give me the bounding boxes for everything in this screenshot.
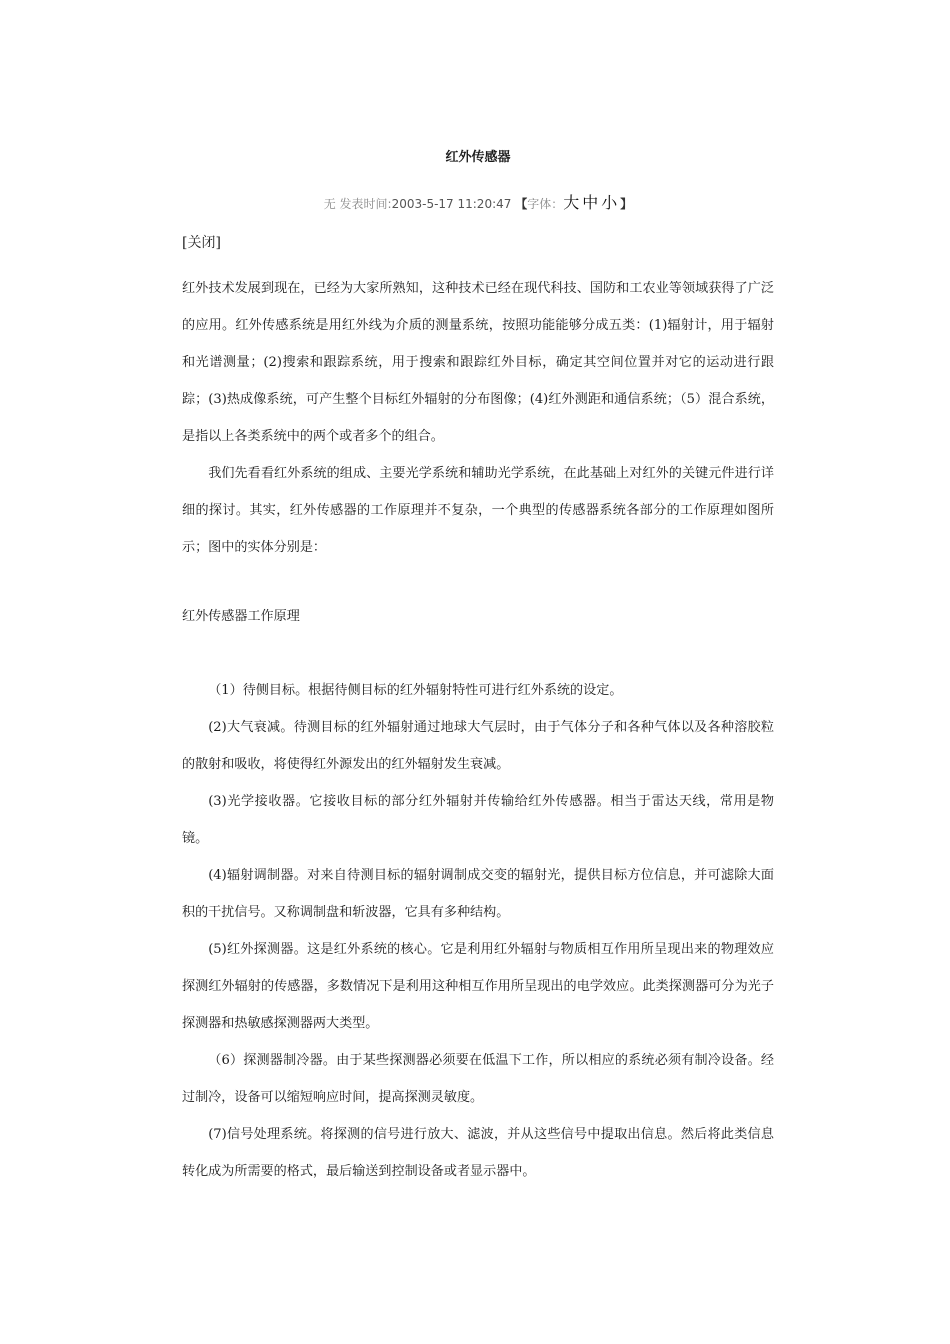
list-item: (5)红外探测器。这是红外系统的核心。它是利用红外辐射与物质相互作用所呈现出来的物理效应探测红外辐射的传感器，多数情况下是利用这种相互作用所呈现出的电学效应。此类探测器可分为光子探测器和热敏感探测器两大类型。 [182,942,774,1031]
article-meta [182,190,774,213]
published-datetime: 2003-5-17 11:20:47 [391,197,512,211]
list-item: （1）待侧目标。根据待侧目标的红外辐射特性可进行红外系统的设定。 [208,683,623,698]
list-item: (3)光学接收器。它接收目标的部分红外辐射并传输给红外传感器。相当于雷达天线，常用是物镜。 [182,794,774,846]
font-size-large-link[interactable]: 大 [563,193,583,212]
font-bracket-close: 】 [620,197,633,211]
paragraph: 红外技术发展到现在，已经为大家所熟知，这种技术已经在现代科技、国防和工农业等领域获得了广泛的应用。红外传感系统是用红外线为介质的测量系统，按照功能能够分成五类：(1)辐射计，用于辐射和光谱测量；(2)搜索和跟踪系统，用于搜索和跟踪红外目标，确定其空间位置并对它的运动进行跟踪；(3)热成像系统，可产生整个目标红外辐射的分布图像；(4)红外测距和通信系统；（5）混合系统，是指以上各类系统中的两个或者多个的组合。 [182,281,774,444]
font-size-label: 字体： [527,197,564,211]
list-item: (7)信号处理系统。将探测的信号进行放大、滤波，并从这些信号中提取出信息。然后将此类信息转化成为所需要的格式，最后输送到控制设备或者显示器中。 [182,1127,774,1179]
font-size-small-link[interactable]: 小 [601,193,621,212]
published-label: 发表时间: [339,197,392,211]
list-item: (2)大气衰减。待测目标的红外辐射通过地球大气层时，由于气体分子和各种气体以及各种溶胶粒的散射和吸收，将使得红外源发出的红外辐射发生衰减。 [182,720,774,772]
font-size-medium-link[interactable]: 中 [582,193,602,212]
figure-caption: 红外传感器工作原理 [182,609,300,624]
list-item: （6）探测器制冷器。由于某些探测器必须要在低温下工作，所以相应的系统必须有制冷设备。经过制冷，设备可以缩短响应时间，提高探测灵敏度。 [182,1053,774,1105]
font-bracket-open: 【 [515,197,528,211]
paragraph: 我们先看看红外系统的组成、主要光学系统和辅助光学系统，在此基础上对红外的关键元件进行详细的探讨。其实，红外传感器的工作原理并不复杂，一个典型的传感器系统各部分的工作原理如图所示；图中的实体分别是： [182,466,774,555]
article-body [182,270,774,1190]
list-item: (4)辐射调制器。对来自待测目标的辐射调制成交变的辐射光，提供目标方位信息，并可滤除大面积的干扰信号。又称调制盘和斩波器，它具有多种结构。 [182,868,774,920]
close-link[interactable]: [关闭] [182,235,221,251]
author: 无 [323,197,336,211]
article-title: 红外传感器 [445,150,511,165]
